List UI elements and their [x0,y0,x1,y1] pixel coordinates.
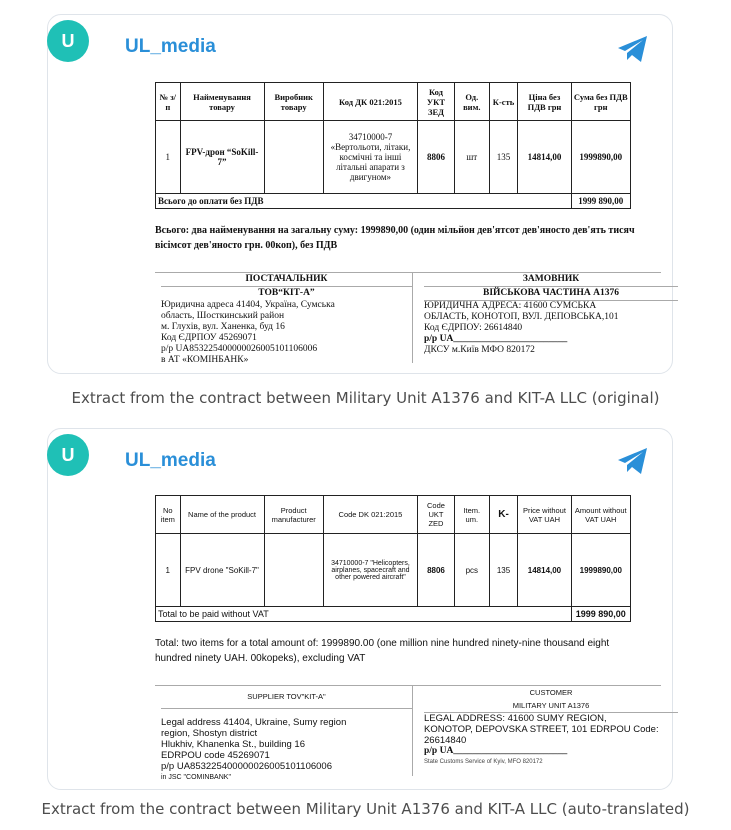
cell: pcs [454,534,489,607]
supplier-line: Legal address 41404, Ukraine, Sumy region [161,717,347,728]
supplier-column [155,686,413,781]
col-header: № з/п [156,83,181,121]
customer-column [420,686,678,768]
goods-table [155,82,631,209]
cell: 135 [489,534,518,607]
telegram-icon[interactable] [616,446,650,476]
caption-original: Extract from the contract between Military Unit A1376 and KIT-A LLC (original) [71,389,660,407]
cell: 14814,00 [518,121,571,194]
avatar[interactable]: U [47,434,89,476]
table-row [156,121,631,194]
customer-title: CUSTOMER [529,688,573,697]
customer-line: Код ЄДРПОУ: 26614840 [424,323,523,333]
goods-table [155,495,631,622]
cell: 135 [489,121,518,194]
col-header: Price without VAT UAH [518,496,571,534]
customer-line: p/p UA________________________ [424,746,568,756]
supplier-line: Код ЄДРПОУ 45269071 [161,333,257,343]
cell: 14814,00 [518,534,571,607]
total-value: 1999 890,00 [571,607,630,622]
avatar[interactable]: U [47,20,89,62]
col-header: Code UKT ZED [418,496,455,534]
customer-name: MILITARY UNIT A1376 [424,699,678,713]
customer-line: KONOTOP, DEPOVSKA STREET, 101 EDRPOU Code: [424,724,659,735]
col-header: K- [489,496,518,534]
customer-title: ЗАМОВНИК [424,273,678,287]
parties-block [155,272,661,365]
col-header: Найменування товару [180,83,264,121]
supplier-line: р/р UA853225400000026005101106006 [161,344,318,354]
customer-line: р/р UA________________________ [424,334,568,344]
cell: 1999890,00 [571,121,630,194]
cell: 34710000-7 "Helicopters, airplanes, spacecraft and other powered aircraft" [323,534,417,607]
total-label: Всього до оплати без ПДВ [156,194,572,209]
supplier-line: region, Shostyn district [161,728,258,739]
parties-block [155,685,661,781]
supplier-title: ПОСТАЧАЛЬНИК [161,273,412,287]
table-row [156,534,631,607]
col-header: К-сть [489,83,518,121]
supplier-line: м. Глухів, вул. Ханенка, буд 16 [161,322,285,332]
channel-name[interactable]: UL_media [125,450,216,471]
customer-line: State Customs Service of Kyiv, MFO 820172 [424,759,543,765]
cell: шт [454,121,489,194]
customer-line: LEGAL ADDRESS: 41600 SUMY REGION, [424,713,607,724]
supplier-line: область, Шосткинський район [161,311,285,321]
customer-line: ОБЛАСТЬ, КОНОТОП, ВУЛ. ДЕПОВСЬКА,101 [424,312,619,322]
col-header: Код УКТ ЗЕД [418,83,455,121]
cell: 1 [156,534,181,607]
summary-text: Всього: два найменування на загальну суму: 1999890,00 (один мільйон дев'ятсот дев'яносто дев'ять тисяч вісімсот дев'яносто грн. 00коп), без ПДВ [155,225,635,251]
col-header: Код ДК 021:2015 [323,83,417,121]
contract-image-translated [155,495,659,781]
col-header: Amount without VAT UAH [571,496,630,534]
col-header: No item [156,496,181,534]
supplier-title: SUPPLIER TOV"KIT-A" [161,686,412,709]
col-header: Од. вим. [454,83,489,121]
supplier-line: Юридична адреса 41404, Україна, Сумська [161,300,335,310]
summary-text: Total: two items for a total amount of: 1999890.00 (one million nine hundred ninety-nine thousand eight hundred ninety UAH. 00kopeks), excluding VAT [155,638,610,664]
col-header: Ціна без ПДВ грн [518,83,571,121]
cell: FPV drone "SoKill-7" [180,534,264,607]
caption-translated: Extract from the contract between Military Unit A1376 and KIT-A LLC (auto-translated) [41,800,690,818]
col-header: Name of the product [180,496,264,534]
supplier-line: в АТ «КОМІНБАНК» [161,355,249,365]
table-header-row [156,496,631,534]
cell: FPV-дрон “SoKill-7” [180,121,264,194]
table-total-row [156,607,631,622]
col-header: Item. um. [454,496,489,534]
cell [264,121,323,194]
cell: 1999890,00 [571,534,630,607]
cell: 8806 [418,534,455,607]
contract-image-original [155,82,635,365]
table-total-row [156,194,631,209]
customer-name: ВІЙСЬКОВА ЧАСТИНА А1376 [424,287,678,301]
telegram-icon[interactable] [616,34,650,64]
col-header: Product manufacturer [264,496,323,534]
supplier-line: Hlukhiv, Khanenka St., building 16 [161,739,305,750]
channel-name[interactable]: UL_media [125,36,216,57]
customer-column [420,273,678,356]
total-label: Total to be paid without VAT [156,607,572,622]
col-header: Сума без ПДВ грн [571,83,630,121]
total-value: 1999 890,00 [571,194,630,209]
cell: 34710000-7 «Вертольоти, літаки, космічні та інші літальні апарати з двигуном» [323,121,417,194]
supplier-name: ТОВ“КІТ-А” [258,288,315,298]
supplier-column [155,273,413,363]
col-header: Code DK 021:2015 [323,496,417,534]
col-header: Виробник товару [264,83,323,121]
cell: 8806 [418,121,455,194]
supplier-line: in JSC "COMINBANK" [161,774,231,781]
cell [264,534,323,607]
customer-line: ДКСУ м.Київ МФО 820172 [424,345,535,355]
customer-line: ЮРИДИЧНА АДРЕСА: 41600 СУМСЬКА [424,301,597,311]
cell: 1 [156,121,181,194]
customer-line: 26614840 [424,735,467,746]
supplier-line: EDRPOU code 45269071 [161,750,270,761]
table-header-row [156,83,631,121]
supplier-line: p/p UA853225400000026005101106006 [161,761,332,772]
